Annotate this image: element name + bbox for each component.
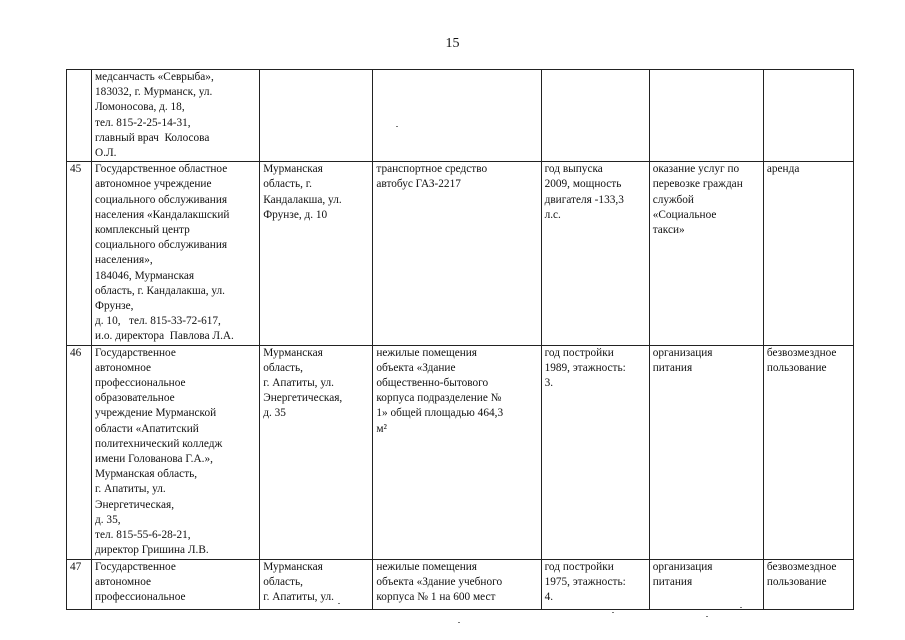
scan-speck: [396, 126, 398, 127]
basis-text: аренда: [766, 163, 800, 176]
address-cell: [260, 162, 373, 345]
object-cell: [373, 162, 541, 345]
basis-text: безвозмездное пользование: [766, 560, 837, 588]
organization-text: Государственное областное автономное учреждение социального обслуживания населения «Кандалакшский комплексный центр социального обслуживания населения», 184046, Мурманская область, г. Кандалакша, ул. Фрунзе, д. 10, тел. 815-33-72-617, и.о. директора Павлова Л.А.: [95, 163, 234, 343]
purpose-text: оказание услуг по перевозке граждан службой «Социальное такси»: [652, 163, 743, 237]
characteristics-text: год постройки 1975, этажность: 4.: [544, 560, 626, 603]
row-number: 47: [70, 560, 82, 573]
organization-cell: [92, 559, 260, 609]
address-cell: [260, 345, 373, 559]
object-cell: [373, 345, 541, 559]
organization-cell: [92, 70, 260, 162]
organization-text: медсанчасть «Севрыба», 183032, г. Мурманск, ул. Ломоносова, д. 18, тел. 815-2-25-14-31, главный врач Колосова О.Л.: [95, 71, 214, 160]
scan-speck: [740, 607, 742, 608]
registry-table: [66, 69, 854, 610]
characteristics-cell: [541, 345, 649, 559]
object-cell: [373, 70, 541, 162]
page-number: 15: [445, 36, 460, 51]
row-number: 46: [70, 346, 82, 359]
row-number-cell: [67, 559, 92, 609]
scan-speck: [458, 622, 460, 623]
characteristics-cell: [541, 70, 649, 162]
address-text: Мурманская область, г. Кандалакша, ул. Фрунзе, д. 10: [263, 163, 342, 221]
address-cell: [260, 559, 373, 609]
basis-cell: [763, 345, 853, 559]
object-text: транспортное средство автобус ГАЗ-2217: [376, 163, 488, 191]
basis-cell: [763, 70, 853, 162]
characteristics-text: год выпуска 2009, мощность двигателя -133,3 л.с.: [544, 163, 624, 221]
object-text: нежилые помещения объекта «Здание общественно-бытового корпуса подразделение № 1» общей площадью 464,3 м²: [376, 346, 504, 435]
purpose-cell: [649, 70, 763, 162]
purpose-cell: [649, 162, 763, 345]
address-cell: [260, 70, 373, 162]
address-text: Мурманская область, г. Апатиты, ул. Энергетическая, д. 35: [263, 346, 343, 420]
organization-cell: [92, 162, 260, 345]
scan-speck: [338, 603, 340, 604]
characteristics-cell: [541, 559, 649, 609]
purpose-text: организация питания: [652, 560, 713, 588]
characteristics-cell: [541, 162, 649, 345]
table-row: [67, 162, 854, 345]
table-row: [67, 559, 854, 609]
characteristics-text: год постройки 1989, этажность: 3.: [544, 346, 626, 390]
object-cell: [373, 559, 541, 609]
address-text: Мурманская область, г. Апатиты, ул.: [263, 560, 334, 603]
row-number-cell: [67, 345, 92, 559]
organization-text: Государственное автономное профессиональное: [95, 560, 186, 603]
basis-cell: [763, 559, 853, 609]
row-number-cell: [67, 162, 92, 345]
purpose-cell: [649, 345, 763, 559]
table-row: [67, 345, 854, 559]
scan-speck: [706, 616, 708, 617]
row-number: 45: [70, 163, 82, 176]
row-number-cell: [67, 70, 92, 162]
scan-speck: [612, 612, 614, 613]
organization-text: Государственное автономное профессиональное образовательное учреждение Мурманской области «Апатитский политехнический колледж имени Голованова Г.А.», Мурманская область, г. Апатиты, ул. Энергетическая, д. 35, тел. 815-55-6-28-21, директор Гришина Л.В.: [95, 346, 223, 557]
basis-cell: [763, 162, 853, 345]
purpose-text: организация питания: [652, 346, 713, 374]
organization-cell: [92, 345, 260, 559]
purpose-cell: [649, 559, 763, 609]
basis-text: безвозмездное пользование: [766, 346, 837, 374]
object-text: нежилые помещения объекта «Здание учебного корпуса № 1 на 600 мест: [376, 560, 503, 603]
table-row: [67, 70, 854, 162]
